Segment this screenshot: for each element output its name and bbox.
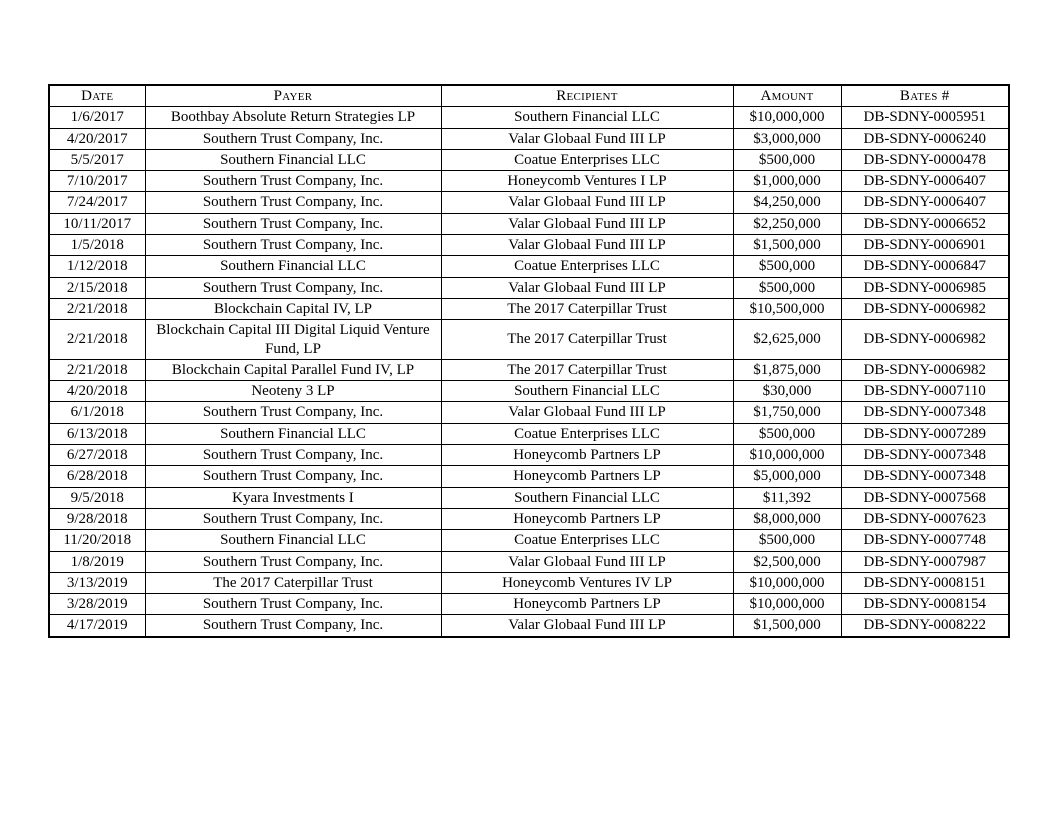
- cell-date: 1/12/2018: [49, 256, 145, 277]
- cell-amount: $10,000,000: [733, 445, 841, 466]
- cell-bates: DB-SDNY-0006982: [841, 359, 1009, 380]
- cell-date: 1/6/2017: [49, 107, 145, 128]
- cell-bates: DB-SDNY-0008222: [841, 615, 1009, 637]
- cell-recipient: Valar Globaal Fund III LP: [441, 192, 733, 213]
- cell-bates: DB-SDNY-0007987: [841, 551, 1009, 572]
- cell-amount: $11,392: [733, 487, 841, 508]
- cell-date: 6/28/2018: [49, 466, 145, 487]
- cell-date: 4/17/2019: [49, 615, 145, 637]
- cell-recipient: Coatue Enterprises LLC: [441, 530, 733, 551]
- cell-payer: Southern Trust Company, Inc.: [145, 128, 441, 149]
- table-row: [49, 192, 1009, 213]
- cell-recipient: Southern Financial LLC: [441, 381, 733, 402]
- cell-payer: Southern Trust Company, Inc.: [145, 192, 441, 213]
- table-row: [49, 402, 1009, 423]
- cell-recipient: Coatue Enterprises LLC: [441, 423, 733, 444]
- cell-recipient: Valar Globaal Fund III LP: [441, 551, 733, 572]
- cell-recipient: Honeycomb Partners LP: [441, 466, 733, 487]
- cell-bates: DB-SDNY-0006652: [841, 213, 1009, 234]
- cell-amount: $10,000,000: [733, 594, 841, 615]
- cell-amount: $10,000,000: [733, 572, 841, 593]
- table-row: [49, 572, 1009, 593]
- cell-bates: DB-SDNY-0006847: [841, 256, 1009, 277]
- table-row: [49, 423, 1009, 444]
- cell-bates: DB-SDNY-0006901: [841, 235, 1009, 256]
- cell-amount: $4,250,000: [733, 192, 841, 213]
- cell-recipient: Coatue Enterprises LLC: [441, 149, 733, 170]
- table-row: [49, 594, 1009, 615]
- table-row: [49, 466, 1009, 487]
- cell-amount: $30,000: [733, 381, 841, 402]
- cell-payer: Southern Trust Company, Inc.: [145, 235, 441, 256]
- table-row: [49, 298, 1009, 319]
- cell-date: 2/21/2018: [49, 359, 145, 380]
- cell-date: 6/27/2018: [49, 445, 145, 466]
- cell-payer: Southern Trust Company, Inc.: [145, 402, 441, 423]
- column-header-bates: Bates #: [841, 85, 1009, 107]
- table-body: [49, 107, 1009, 637]
- cell-amount: $10,500,000: [733, 298, 841, 319]
- cell-bates: DB-SDNY-0006407: [841, 171, 1009, 192]
- cell-payer: Southern Financial LLC: [145, 149, 441, 170]
- cell-recipient: Coatue Enterprises LLC: [441, 256, 733, 277]
- cell-payer: Southern Trust Company, Inc.: [145, 551, 441, 572]
- table-row: [49, 320, 1009, 360]
- cell-bates: DB-SDNY-0007348: [841, 402, 1009, 423]
- cell-payer: Southern Financial LLC: [145, 423, 441, 444]
- table-row: [49, 107, 1009, 128]
- cell-amount: $1,500,000: [733, 235, 841, 256]
- cell-date: 1/8/2019: [49, 551, 145, 572]
- column-header-amount: Amount: [733, 85, 841, 107]
- cell-recipient: Southern Financial LLC: [441, 487, 733, 508]
- cell-amount: $1,000,000: [733, 171, 841, 192]
- cell-date: 9/28/2018: [49, 508, 145, 529]
- cell-date: 4/20/2017: [49, 128, 145, 149]
- table-row: [49, 615, 1009, 637]
- cell-bates: DB-SDNY-0007289: [841, 423, 1009, 444]
- cell-amount: $500,000: [733, 149, 841, 170]
- cell-recipient: The 2017 Caterpillar Trust: [441, 298, 733, 319]
- cell-bates: DB-SDNY-0007348: [841, 466, 1009, 487]
- cell-payer: Southern Trust Company, Inc.: [145, 445, 441, 466]
- cell-payer: Southern Financial LLC: [145, 530, 441, 551]
- cell-date: 6/13/2018: [49, 423, 145, 444]
- cell-date: 9/5/2018: [49, 487, 145, 508]
- cell-amount: $10,000,000: [733, 107, 841, 128]
- cell-amount: $1,750,000: [733, 402, 841, 423]
- transactions-table: [48, 84, 1010, 638]
- cell-bates: DB-SDNY-0008151: [841, 572, 1009, 593]
- table-header: [49, 85, 1009, 107]
- cell-payer: Southern Financial LLC: [145, 256, 441, 277]
- cell-date: 3/28/2019: [49, 594, 145, 615]
- cell-amount: $500,000: [733, 256, 841, 277]
- table-row: [49, 551, 1009, 572]
- cell-bates: DB-SDNY-0006982: [841, 320, 1009, 360]
- cell-bates: DB-SDNY-0006407: [841, 192, 1009, 213]
- cell-recipient: Honeycomb Partners LP: [441, 508, 733, 529]
- cell-recipient: Honeycomb Partners LP: [441, 594, 733, 615]
- cell-payer: Southern Trust Company, Inc.: [145, 277, 441, 298]
- cell-recipient: Honeycomb Ventures IV LP: [441, 572, 733, 593]
- cell-date: 2/15/2018: [49, 277, 145, 298]
- cell-bates: DB-SDNY-0007568: [841, 487, 1009, 508]
- cell-recipient: Valar Globaal Fund III LP: [441, 213, 733, 234]
- cell-date: 6/1/2018: [49, 402, 145, 423]
- cell-bates: DB-SDNY-0007623: [841, 508, 1009, 529]
- table-row: [49, 128, 1009, 149]
- cell-amount: $2,625,000: [733, 320, 841, 360]
- table-row: [49, 149, 1009, 170]
- table-row: [49, 213, 1009, 234]
- table-row: [49, 530, 1009, 551]
- cell-amount: $500,000: [733, 277, 841, 298]
- cell-date: 7/24/2017: [49, 192, 145, 213]
- cell-payer: The 2017 Caterpillar Trust: [145, 572, 441, 593]
- cell-date: 1/5/2018: [49, 235, 145, 256]
- cell-recipient: Valar Globaal Fund III LP: [441, 402, 733, 423]
- cell-payer: Southern Trust Company, Inc.: [145, 213, 441, 234]
- cell-amount: $1,500,000: [733, 615, 841, 637]
- table-row: [49, 277, 1009, 298]
- table-row: [49, 359, 1009, 380]
- table-row: [49, 445, 1009, 466]
- cell-payer: Southern Trust Company, Inc.: [145, 466, 441, 487]
- column-header-payer: Payer: [145, 85, 441, 107]
- cell-bates: DB-SDNY-0007110: [841, 381, 1009, 402]
- cell-recipient: The 2017 Caterpillar Trust: [441, 320, 733, 360]
- table-row: [49, 256, 1009, 277]
- column-header-recipient: Recipient: [441, 85, 733, 107]
- cell-bates: DB-SDNY-0005951: [841, 107, 1009, 128]
- cell-date: 7/10/2017: [49, 171, 145, 192]
- cell-date: 4/20/2018: [49, 381, 145, 402]
- cell-amount: $2,500,000: [733, 551, 841, 572]
- cell-date: 10/11/2017: [49, 213, 145, 234]
- cell-bates: DB-SDNY-0007348: [841, 445, 1009, 466]
- cell-recipient: The 2017 Caterpillar Trust: [441, 359, 733, 380]
- cell-payer: Southern Trust Company, Inc.: [145, 615, 441, 637]
- cell-recipient: Valar Globaal Fund III LP: [441, 235, 733, 256]
- table-header-row: [49, 85, 1009, 107]
- cell-amount: $500,000: [733, 530, 841, 551]
- cell-payer: Southern Trust Company, Inc.: [145, 508, 441, 529]
- cell-bates: DB-SDNY-0000478: [841, 149, 1009, 170]
- cell-amount: $2,250,000: [733, 213, 841, 234]
- table-row: [49, 508, 1009, 529]
- cell-payer: Blockchain Capital III Digital Liquid Venture Fund, LP: [145, 320, 441, 360]
- cell-recipient: Honeycomb Partners LP: [441, 445, 733, 466]
- cell-amount: $5,000,000: [733, 466, 841, 487]
- cell-recipient: Valar Globaal Fund III LP: [441, 277, 733, 298]
- cell-payer: Blockchain Capital Parallel Fund IV, LP: [145, 359, 441, 380]
- cell-bates: DB-SDNY-0006982: [841, 298, 1009, 319]
- cell-recipient: Valar Globaal Fund III LP: [441, 615, 733, 637]
- cell-amount: $8,000,000: [733, 508, 841, 529]
- cell-amount: $1,875,000: [733, 359, 841, 380]
- cell-payer: Boothbay Absolute Return Strategies LP: [145, 107, 441, 128]
- cell-amount: $500,000: [733, 423, 841, 444]
- table-row: [49, 235, 1009, 256]
- cell-date: 2/21/2018: [49, 298, 145, 319]
- cell-amount: $3,000,000: [733, 128, 841, 149]
- cell-date: 2/21/2018: [49, 320, 145, 360]
- cell-payer: Kyara Investments I: [145, 487, 441, 508]
- cell-recipient: Valar Globaal Fund III LP: [441, 128, 733, 149]
- cell-bates: DB-SDNY-0006985: [841, 277, 1009, 298]
- cell-recipient: Southern Financial LLC: [441, 107, 733, 128]
- cell-date: 11/20/2018: [49, 530, 145, 551]
- cell-payer: Southern Trust Company, Inc.: [145, 171, 441, 192]
- cell-recipient: Honeycomb Ventures I LP: [441, 171, 733, 192]
- table-row: [49, 171, 1009, 192]
- cell-payer: Blockchain Capital IV, LP: [145, 298, 441, 319]
- cell-payer: Neoteny 3 LP: [145, 381, 441, 402]
- cell-date: 5/5/2017: [49, 149, 145, 170]
- table-row: [49, 381, 1009, 402]
- cell-bates: DB-SDNY-0007748: [841, 530, 1009, 551]
- column-header-date: Date: [49, 85, 145, 107]
- table-row: [49, 487, 1009, 508]
- cell-bates: DB-SDNY-0006240: [841, 128, 1009, 149]
- cell-date: 3/13/2019: [49, 572, 145, 593]
- cell-bates: DB-SDNY-0008154: [841, 594, 1009, 615]
- cell-payer: Southern Trust Company, Inc.: [145, 594, 441, 615]
